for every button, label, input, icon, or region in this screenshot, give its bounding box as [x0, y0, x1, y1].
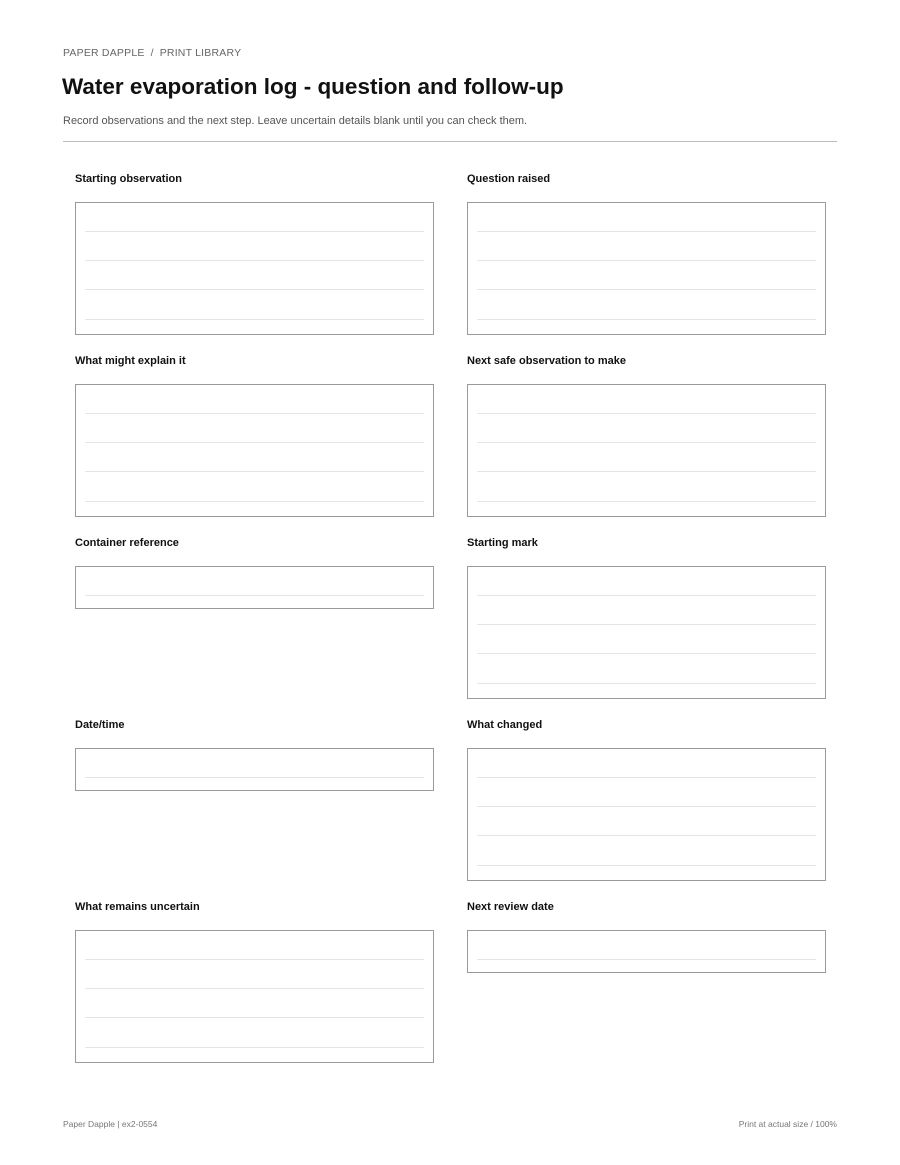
writing-line	[85, 988, 424, 989]
writing-line	[477, 260, 816, 261]
field-label: Next review date	[467, 901, 554, 913]
question-raised-input[interactable]	[467, 202, 826, 335]
writing-line	[477, 865, 816, 866]
writing-line	[85, 595, 424, 596]
footer-print-note: Print at actual size / 100%	[738, 1119, 837, 1129]
page-title: Water evaporation log - question and follow-up	[62, 74, 564, 99]
field-label: Container reference	[75, 537, 179, 549]
writing-line	[477, 624, 816, 625]
writing-line	[477, 835, 816, 836]
writing-line	[85, 1017, 424, 1018]
writing-line	[477, 501, 816, 502]
writing-line	[85, 442, 424, 443]
writing-line	[477, 683, 816, 684]
what-might-explain-it-input[interactable]	[75, 384, 434, 517]
next-review-date-input[interactable]	[467, 930, 826, 973]
writing-line	[477, 959, 816, 960]
writing-line	[85, 959, 424, 960]
writing-line	[85, 260, 424, 261]
writing-line	[477, 289, 816, 290]
container-reference-input[interactable]	[75, 566, 434, 609]
writing-line	[85, 413, 424, 414]
field-label: What might explain it	[75, 355, 186, 367]
what-changed-input[interactable]	[467, 748, 826, 881]
what-remains-uncertain-input[interactable]	[75, 930, 434, 1063]
writing-line	[85, 289, 424, 290]
writing-line	[85, 777, 424, 778]
writing-line	[477, 413, 816, 414]
writing-line	[85, 501, 424, 502]
writing-line	[477, 595, 816, 596]
writing-line	[477, 471, 816, 472]
writing-line	[85, 231, 424, 232]
starting-mark-input[interactable]	[467, 566, 826, 699]
footer-document-id: Paper Dapple | ex2-0554	[63, 1119, 158, 1129]
writing-line	[85, 319, 424, 320]
writing-line	[85, 471, 424, 472]
field-label: What changed	[467, 719, 543, 731]
field-label: Next safe observation to make	[467, 355, 626, 367]
breadcrumb-item-library[interactable]: PRINT LIBRARY	[159, 47, 242, 59]
breadcrumb	[63, 47, 241, 59]
field-label: Starting observation	[75, 173, 182, 185]
writing-line	[477, 442, 816, 443]
writing-line	[477, 653, 816, 654]
writing-line	[477, 231, 816, 232]
page-subtitle: Record observations and the next step. Leave uncertain details blank until you can check them.	[63, 115, 528, 127]
field-label: What remains uncertain	[75, 901, 200, 913]
writing-line	[85, 1047, 424, 1048]
field-label: Date/time	[75, 719, 125, 731]
breadcrumb-separator: /	[150, 47, 154, 59]
writing-line	[477, 806, 816, 807]
breadcrumb-item-brand[interactable]: PAPER DAPPLE	[63, 47, 145, 59]
writing-line	[477, 319, 816, 320]
writing-line	[477, 777, 816, 778]
field-label: Question raised	[467, 173, 551, 185]
field-label: Starting mark	[467, 537, 538, 549]
date-time-input[interactable]	[75, 748, 434, 791]
next-safe-observation-input[interactable]	[467, 384, 826, 517]
starting-observation-input[interactable]	[75, 202, 434, 335]
header-divider	[63, 141, 837, 142]
